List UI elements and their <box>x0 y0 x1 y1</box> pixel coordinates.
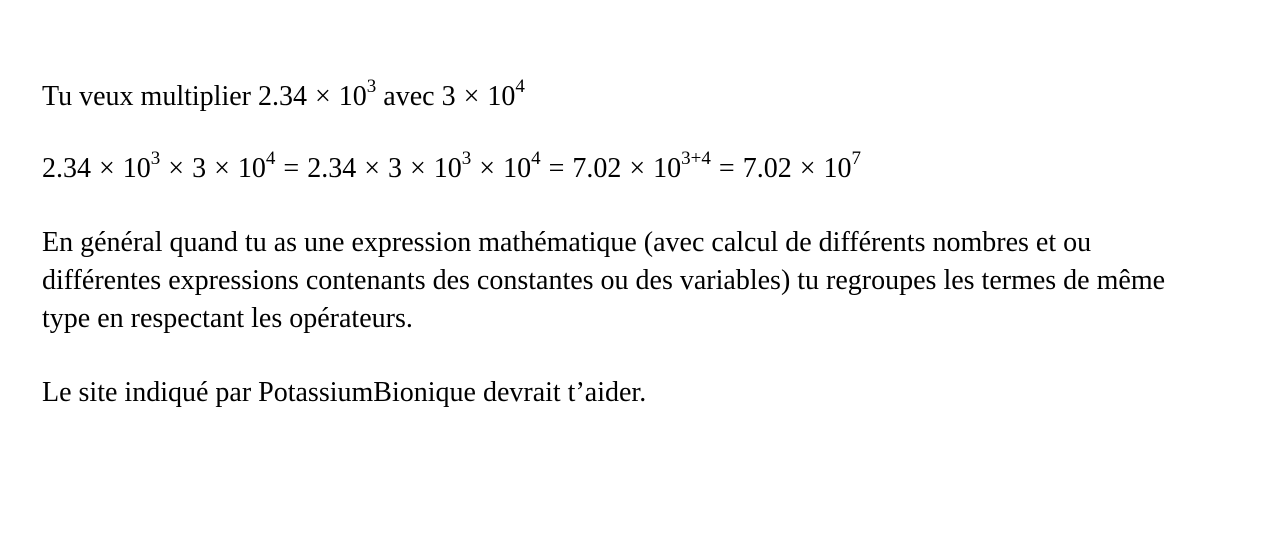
mantissa-a: 2.34 <box>257 81 307 112</box>
exponent: 4 <box>531 147 541 169</box>
intro-prefix: Tu veux multiplier <box>42 81 258 112</box>
equals-sign: = <box>548 153 565 184</box>
base-ten: 10 <box>433 153 462 184</box>
exponent-a: 3 <box>366 75 377 97</box>
times-sign: × <box>168 153 185 184</box>
base-ten: 10 <box>338 81 367 112</box>
exponent: 3+4 <box>681 147 711 169</box>
mantissa-b: 3 <box>441 81 456 112</box>
base-ten: 10 <box>487 81 516 112</box>
term: 3 <box>387 153 402 184</box>
explanation-paragraph: En général quand tu as une expression mathématique (avec calcul de différents nombres et ou différentes expressions contenants des constantes ou des variables) tu regroupes les termes de même type en respectant les opérateurs. <box>42 227 1166 334</box>
base-ten: 10 <box>503 153 532 184</box>
equals-sign: = <box>718 153 735 184</box>
intro-connector: avec <box>376 81 442 112</box>
intro-sentence <box>42 75 1182 116</box>
exponent: 4 <box>265 147 276 169</box>
exponent: 3 <box>461 147 472 169</box>
term: 7.02 <box>742 153 792 184</box>
times-sign: × <box>463 81 480 112</box>
times-sign: × <box>629 153 646 184</box>
exponent-b: 4 <box>515 75 525 97</box>
times-sign: × <box>479 153 496 184</box>
term: 2.34 <box>42 153 91 184</box>
equation-line <box>42 147 1182 188</box>
times-sign: × <box>364 153 380 184</box>
times-sign: × <box>799 153 816 184</box>
base-ten: 10 <box>653 153 682 184</box>
exponent: 3 <box>150 147 161 169</box>
times-sign: × <box>214 153 230 184</box>
base-ten: 10 <box>122 153 151 184</box>
base-ten: 10 <box>823 153 852 184</box>
exponent: 7 <box>851 147 861 169</box>
message-body <box>42 75 1182 412</box>
times-sign: × <box>99 153 115 184</box>
term: 3 <box>192 153 207 184</box>
term: 7.02 <box>572 153 622 184</box>
equals-sign: = <box>283 153 300 184</box>
times-sign: × <box>314 81 331 112</box>
closing-sentence: Le site indiqué par PotassiumBionique devrait t’aider. <box>42 377 647 408</box>
term: 2.34 <box>307 153 357 184</box>
times-sign: × <box>409 153 426 184</box>
base-ten: 10 <box>237 153 266 184</box>
